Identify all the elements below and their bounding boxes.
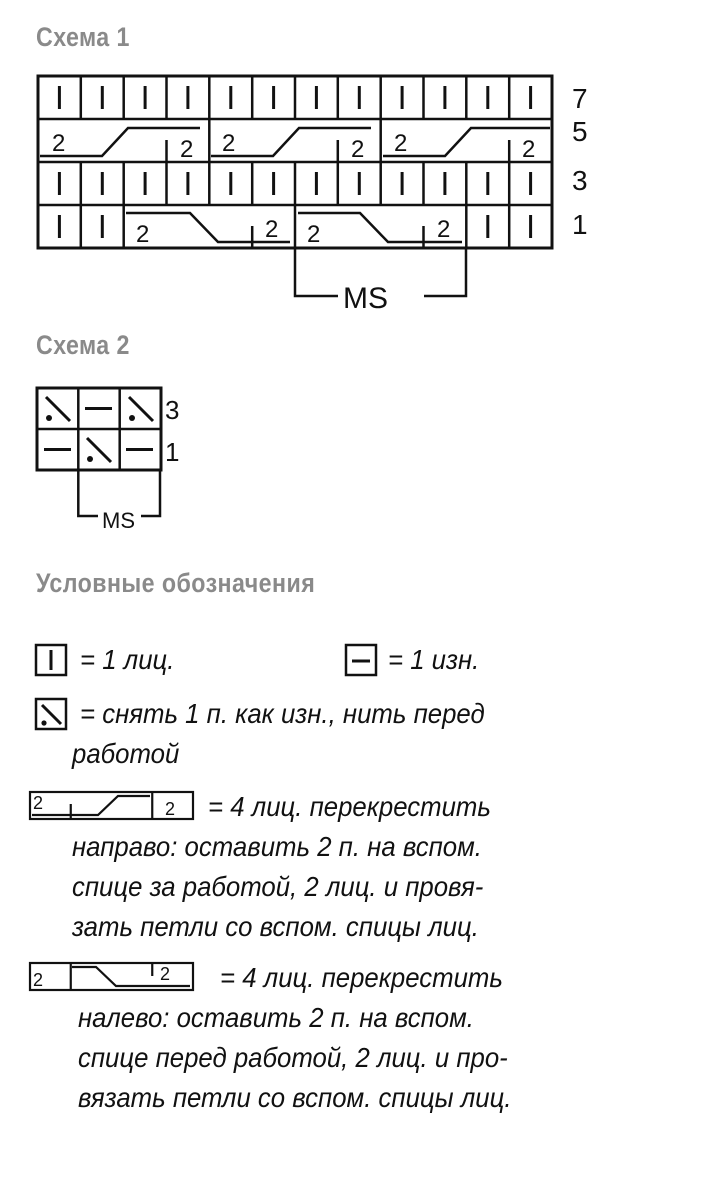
legend-slip-text-2: работой bbox=[72, 738, 180, 769]
knit-symbol-icon bbox=[36, 645, 66, 675]
cable-count: 2 bbox=[33, 793, 44, 813]
purl-symbol-icon bbox=[346, 645, 376, 675]
scheme-2-ms-label: MS bbox=[102, 508, 135, 533]
cable-count: 2 bbox=[136, 221, 150, 248]
legend-cable-left-text-3: спице перед работой, 2 лиц. и про- bbox=[78, 1042, 508, 1073]
legend-cable-left-text-4: вязать петли со вспом. спицы лиц. bbox=[78, 1082, 512, 1113]
legend-cable-left-text-2: налево: оставить 2 п. на вспом. bbox=[78, 1002, 474, 1033]
legend-slip-text-1: = снять 1 п. как изн., нить перед bbox=[80, 698, 485, 729]
legend-cable-left-text-1: = 4 лиц. перекрестить bbox=[220, 962, 503, 993]
row-number-5: 5 bbox=[572, 116, 588, 147]
legend-cable-right-text-4: зать петли со вспом. спицы лиц. bbox=[72, 911, 479, 942]
cable-count: 2 bbox=[222, 130, 236, 157]
row-number-1: 1 bbox=[165, 437, 180, 467]
cable-count: 2 bbox=[522, 136, 536, 163]
legend-title: Условные обозначения bbox=[36, 568, 316, 598]
scheme-1-ms-label: MS bbox=[343, 282, 388, 315]
cable-count: 2 bbox=[33, 970, 44, 990]
legend-knit-text: = 1 лиц. bbox=[80, 644, 175, 675]
cable-count: 2 bbox=[351, 136, 365, 163]
row-number-1: 1 bbox=[572, 209, 588, 240]
cable-count: 2 bbox=[165, 799, 176, 819]
legend-cable-right-text-1: = 4 лиц. перекрестить bbox=[208, 791, 491, 822]
scheme-1-title: Схема 1 bbox=[36, 22, 130, 52]
legend-cable-right-text-2: направо: оставить 2 п. на вспом. bbox=[72, 831, 482, 862]
legend-cable-right-text-3: спице за работой, 2 лиц. и провя- bbox=[72, 871, 484, 902]
cable-count: 2 bbox=[265, 216, 279, 243]
cable-count: 2 bbox=[52, 130, 66, 157]
row-number-7: 7 bbox=[572, 83, 588, 114]
row-number-3: 3 bbox=[165, 395, 180, 425]
row-number-3: 3 bbox=[572, 165, 588, 196]
legend-purl-text: = 1 изн. bbox=[388, 644, 480, 675]
cable-count: 2 bbox=[437, 216, 451, 243]
cable-count: 2 bbox=[394, 130, 408, 157]
cable-count: 2 bbox=[160, 964, 171, 984]
slip-symbol-icon bbox=[36, 699, 66, 729]
cable-count: 2 bbox=[307, 221, 321, 248]
scheme-2-title: Схема 2 bbox=[36, 330, 130, 360]
cable-count: 2 bbox=[180, 136, 194, 163]
